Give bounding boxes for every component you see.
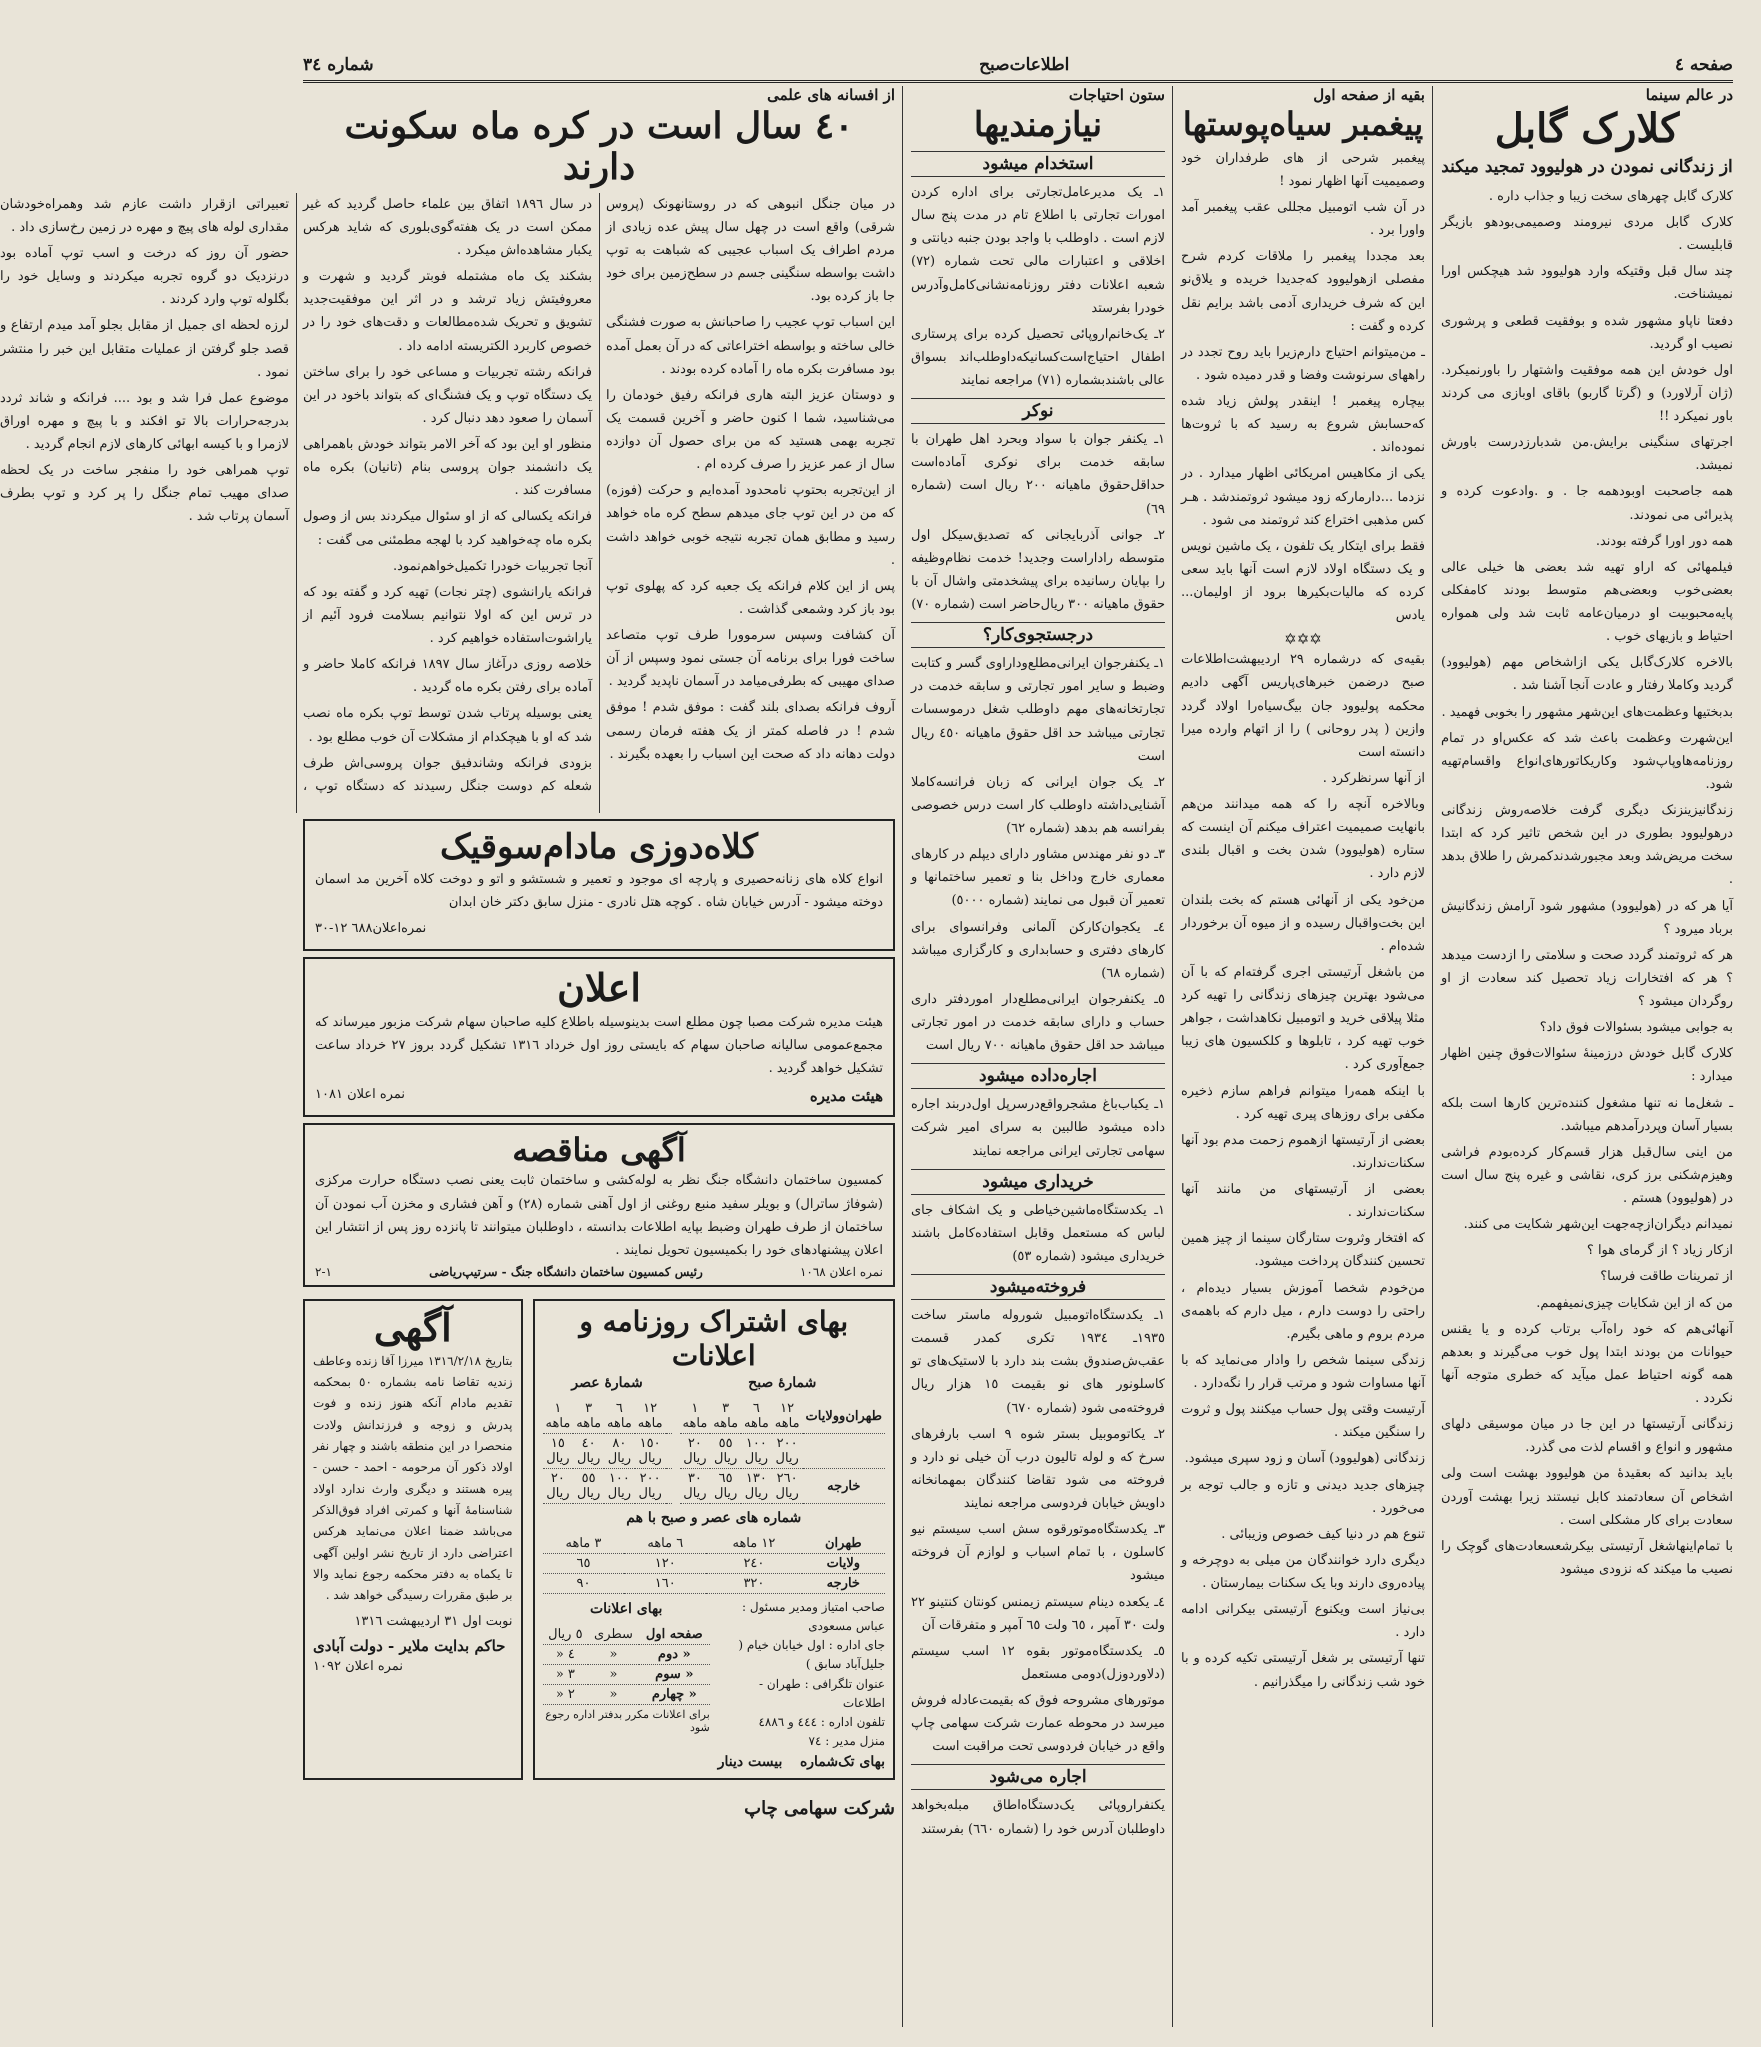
rate-cell: ١٣٠ ریال xyxy=(741,1469,772,1504)
paragraph: زندگانی آرتیستها در این جا در میان موسیقی دلهای مشهور و انواع و اقسام لذت می گذرد. xyxy=(1441,1417,1733,1456)
paragraph: بی‌نیاز است ویکنوع آرتیستی بیکرانی ادامه دارد . xyxy=(1181,1602,1425,1641)
rate-cell: ٦ ماهه xyxy=(624,1534,706,1554)
rate-cell: « xyxy=(588,1664,639,1684)
rate-cell: ١٠٠ ریال xyxy=(604,1469,635,1504)
classified-item: ١ـ یکدستگاه‌ماشین‌خیاطی و یک اشکاف جای لباس که مستعمل وقابل استفاده‌کامل باشند خریداری میشود (شماره ٥٣) xyxy=(911,1202,1165,1264)
rate-cell: ١٢ ماهه xyxy=(635,1399,666,1434)
rate-row-label: ولایات xyxy=(802,1553,885,1573)
rate-cell: « xyxy=(588,1684,639,1704)
paragraph: فرانکه رشته تجربیات و مساعی خود را برای ساختن یک دستگاه توپ و یک فشنگ‌ای که بتواند باخود در این آسمان را صعود دهد دنبال کرد . xyxy=(303,364,592,426)
cinema-kicker: در عالم سینما xyxy=(1645,86,1733,104)
paragraph: تنوع هم در دنیا کیف خصوص وزیبائی . xyxy=(1221,1526,1425,1542)
classified-section-title: درجستجوی‌کار؟ xyxy=(911,622,1165,648)
rate-cell: ٢٠ ریال xyxy=(543,1469,574,1504)
paragraph: بقیه‌ی که درشماره ٢٩ اردیبهشت‌اطلاعات صبح درضمن خبرهای‌پاریس آگهی دادیم محکمه پولیوود جان بیگ‌سیاه‌را اولاد گردد وازین ( پدر روحانی ) را از اتهام وارده میرا دانسته است xyxy=(1181,652,1425,760)
classified-section-title: خریداری میشود xyxy=(911,1169,1165,1195)
paragraph: توپ همراهی خود را منفجر ساخت در یک لحظه صدای مهیب تمام جنگل را پر کرد و توپ بطرف آسمان پرتاب شد . xyxy=(0,463,289,525)
rate-cell: ٦ ماهه xyxy=(604,1399,635,1434)
paragraph: چند سال قبل وقتیکه وارد هولیوود شد هیچکس اورا نمیشناخت. xyxy=(1441,264,1733,303)
rate-row xyxy=(543,1573,885,1593)
morning-title: شمارهٔ صبح xyxy=(748,1375,817,1392)
rate-row-label xyxy=(803,1434,885,1469)
rate-cell: ٨٠ ریال xyxy=(604,1434,635,1469)
rate-cell: « xyxy=(588,1644,639,1664)
classifieds-body xyxy=(911,151,1165,1841)
page-number: صفحه ٤ xyxy=(1674,55,1733,75)
paragraph: با اینکه همه‌را میتوانم فراهم سازم ذخیره مکفی برای روزهای پیری تهیه کرد . xyxy=(1181,1083,1425,1122)
classified-item: ٢ـ یک جوان ایرانی که زبان فرانسه‌کاملا آشنایی‌داشته داوطلب کار است درس خصوصی بفرانسه هم بدهد (شماره ٦٢) xyxy=(911,774,1165,837)
classifieds-kicker: ستون احتیاجات xyxy=(1068,86,1165,104)
classified-item: ٤ـ یکجوان‌کارکن آلمانی وفرانسوای برای کارهای دفتری و حسابداری و کارگزاری میباشد (شماره ٦٨) xyxy=(911,919,1165,981)
rate-cell: ١٢٠ xyxy=(624,1553,706,1573)
rate-row xyxy=(543,1434,672,1469)
rate-cell: ٣ ماهه xyxy=(710,1399,741,1434)
bottom-row xyxy=(303,1293,895,1786)
rate-cell: ٥٥ ریال xyxy=(573,1469,604,1504)
paragraph: من که از این شکایات چیزی‌نمیفهمم. xyxy=(1536,1295,1733,1311)
paragraph: در میان جنگل انبوهی که در روستانهونک (پروس شرقی) واقع است در چهل سال پیش عده زیادی از مردم اطراف یک اسباب عجیبی که شباهت به توپ داشت بواسطه سنگینی جسم در سطح‌زمین برای خود جا باز کرده بود. xyxy=(606,196,895,305)
rate-row-label: طهران‌وولایات xyxy=(803,1399,885,1434)
page-header xyxy=(303,50,1733,83)
rate-row xyxy=(543,1553,885,1573)
announcement-box xyxy=(303,957,895,1117)
paragraph: خلاصه روزی درآغاز سال ١٨٩٧ فرانکه کاملا حاضر و آماده برای رفتن بکره ماه گردید . xyxy=(303,657,593,696)
tender-box xyxy=(303,1123,895,1287)
single-price-label: بهای تک‌شماره xyxy=(799,1754,885,1771)
rate-row xyxy=(543,1399,672,1434)
cinema-subhead: از زندگانی نمودن در هولیوود تمجید میکند xyxy=(1441,157,1733,177)
paragraph: و دوستان عزیز البته هاری فرانکه رفیق خودمان را می‌شناسید، شما ا کنون حاضر و آخرین قسمت یک تجربه بهمی هستید که من برای حصول آن دوازده سال از عمر عزیز را صرف کرده ام . xyxy=(606,387,895,473)
newspaper-page xyxy=(0,50,1733,2035)
classifieds-column xyxy=(911,86,1165,2016)
rate-cell: ٣ ماهه xyxy=(573,1399,604,1434)
rate-row-label: « چهارم xyxy=(639,1684,710,1704)
paragraph: در آن شب اتومبیل مجللی عقب پیغمبر آمد واورا برد . xyxy=(1181,200,1425,239)
paragraph: وبالاخره آنچه را که همه میدانند من‌هم بانهایت صمیمیت اعتراف میکنم آن اینست که ستاره (هولیوود) شدن بخت و اقبال بلندی لازم دارد . xyxy=(1181,797,1425,882)
rate-row-label: خارجه xyxy=(803,1469,885,1504)
paragraph: ـ من‌میتوانم احتیاج دارم‌زیرا باید روح تجدد در راههای سرنوشت وفضا و قدر دمیده شود . xyxy=(1181,344,1425,383)
paragraph: یکی از مکاهیس امریکائی اظهار میدارد . در نزدما ...دارمارکه زود میشود ثروتمندشد . هـر کس مذهبی اختراع کند ثروتمند می شود . xyxy=(1181,466,1425,528)
prophet-headline: پیغمبر سیاه‌پوستها xyxy=(1182,105,1424,143)
subscription-headline: بهای اشتراک روزنامه و اعلانات xyxy=(579,1304,849,1372)
rate-row-label: خارجه xyxy=(802,1573,885,1593)
classified-item: ٣ـ یکدستگاه‌موتور‌قوه سش اسب سیستم نیو کاسلون ، با تمام اسباب و لوازم آن فروخته میشود xyxy=(911,1522,1165,1584)
hat-shop-ref: نمره‌اعلان٦٨٨ ١٢-٣٠ xyxy=(315,920,427,936)
paragraph: آن کشافت وسپس سرموورا طرف توپ متصاعد ساخت فورا برای برنامه آن جستی نمود وسپس از آن صدای مهیبی که بطرفی‌میامد در آسمان ناپدید گردید . xyxy=(606,628,895,690)
paragraph: بعضی از آرتیستهای من مانند آنها سکنات‌ندارند . xyxy=(1181,1182,1425,1221)
rate-row xyxy=(680,1469,885,1504)
court-notice-headline: آگهی xyxy=(373,1304,452,1350)
rate-cell: ٣ ماهه xyxy=(543,1534,625,1554)
cinema-article xyxy=(1441,86,1733,2016)
masthead-name: اطلاعات‌صبح xyxy=(979,55,1070,75)
classified-section-title: نوکر xyxy=(911,398,1165,424)
tender-signature: رئیس کمسیون ساختمان دانشگاه جنگ - سرتیپ‌ریاضی xyxy=(429,1264,703,1279)
paragraph: بزودی فرانکه وشاندفیق جوان پروسی‌اش طرف شعله کم دوست جنگل رسیدند که دستگاه توپ ، تعبیراتی ازقرار داشت عازم شد وهمراه‌خودشان مقداری لوله های پیچ و مهره در زمین رخ‌سازی داد . xyxy=(0,196,592,794)
classified-item: ٢ـ یک‌خانم‌اروپائی تحصیل کرده برای پرستاری اطفال احتیاج‌است‌کسانیکه‌داوطلب‌اند بسواق عالی باشندبشماره (٧١) مراجعه نمایند xyxy=(911,326,1165,389)
ad-rates-title: بهای اعلانات xyxy=(589,1600,663,1617)
rate-cell: سطری xyxy=(588,1625,639,1645)
paragraph: کلارک گابل خودش درزمینهٔ سئوالات‌فوق چنین اظهار میدارد : xyxy=(1441,1046,1733,1085)
tender-ref: نمره اعلان ١٠٦٨ xyxy=(799,1264,883,1279)
rate-cell: ٦ ماهه xyxy=(741,1399,772,1434)
rate-cell: ١٥ ریال xyxy=(543,1434,574,1469)
paragraph: آنجا تجربیات خودرا تکمیل‌خواهم‌نمود. xyxy=(392,558,592,574)
rate-row xyxy=(680,1434,885,1469)
paragraph: همه جاصحبت اوبودهمه جا . و .وادعوت کرده و پذیرائی می نمودند. xyxy=(1441,484,1733,523)
column-rule xyxy=(902,86,903,2027)
tender-headline: آگهی مناقصه xyxy=(512,1131,686,1170)
rate-cell: ١ ماهه xyxy=(680,1399,711,1434)
paragraph: من‌خودم شخصا آموزش بسیار دیده‌ام ، راحتی را دوست دارم ، میل دارم که باهمه‌ی مردم بروم و ماهی بگیرم. xyxy=(1181,1280,1425,1342)
rate-cell: ٢٦٠ ریال xyxy=(772,1469,803,1504)
rate-cell: ١ ماهه xyxy=(543,1399,574,1434)
paragraph: هر که ثروتمند گردد صحت و سلامتی را ازدست میدهد ؟ هر که افتخارات زیاد تحصیل کند سعادت از او روگردان میشود ؟ xyxy=(1441,947,1733,1010)
paragraph: فقط برای ایتکار یک تلفون ، یک ماشین نویس و یک دستگاه اولاد لازم است آنها باید سعی کرده که مالیات‌بکیرها برود از اولیمان... یادس xyxy=(1181,538,1425,624)
classified-item: ٥ـ یکنفرجوان ایرانی‌مطلع‌دار اموردفتر داری حساب و دارای سابقه خدمت در امور تجارتی میباشد حد اقل حقوق ماهیانه ٧٠٠ ریال است xyxy=(911,991,1165,1054)
evening-title: شمارهٔ عصر xyxy=(571,1375,643,1392)
rate-cell: ١٥٠ ریال xyxy=(635,1434,666,1469)
paragraph: با تمام‌اینهاشغل آرتیستی بیکرشعسعادت‌های گوچک را نصیب ما میکند که نزودی میشود xyxy=(1441,1538,1733,1577)
classified-item: موتورهای مشروحه فوق که بقیمت‌عادله فروش میرسد در محوطه عمارت شرکت سهامی چاپ واقع در خیابان فردوسی تحت مراقبت است xyxy=(911,1693,1165,1755)
classifieds-headline: نیازمندیها xyxy=(973,105,1103,145)
combined-rates-table xyxy=(543,1534,885,1594)
hat-shop-ad xyxy=(303,819,895,951)
tender-text: کمسیون ساختمان دانشگاه جنگ نظر به لوله‌کشی و ساختمان ثابت یعنی نصب دستگاه حرارت مرکزی (شوفاژ ساترال) و بویلر سفید منبع روغنی از اول آهنی شماره (٢٨) و آهن فشاری و مخزن آب نمودن آن ساختمان از طرف طهران وضبط بپایه اطلاعات بدانسته ، داوطلبان میتوانند تا پانزده روز پس از انتشار این اعلان پیشنهادهای خود را بکمیسیون تحویل نمایند . xyxy=(315,1173,884,1258)
subscription-box xyxy=(533,1299,895,1780)
paragraph: باید بدانید که بعقیدهٔ من هولیوود بهشت است ولی اشخاص آن سعادتمند کابل نیستند زیرا بهشت آوردن سعادت برای کار مشکلی است . xyxy=(1441,1466,1733,1528)
left-block xyxy=(0,86,895,2016)
rate-row xyxy=(543,1625,710,1645)
rate-cell: ٥ ریال xyxy=(543,1625,589,1645)
morning-rates-table xyxy=(680,1399,885,1504)
classified-item: ٤ـ یکعده دینام سیستم زیمنس کونتان کنتینو ٢٢ ولت ٣٠ آمپر ، ٦٥ ولت ٦٥ آمپر و متفرقات آن xyxy=(911,1594,1165,1633)
rate-row-label xyxy=(666,1434,672,1469)
legend-kicker: از افسانه های علمی xyxy=(767,86,895,104)
paragraph: زندگانیزینزنک دیگری گرفت خلاصه‌روش زندگانی درهولیوود بطوری در این شخص تاثیر کرد که ابتدا سخت مریض‌شد وبعد مجبورشدندکمرش را طلاق بدهد . xyxy=(1441,803,1733,888)
prophet-kicker: بقیه از صفحه اول xyxy=(1313,86,1425,104)
rate-row-label: صفحه اول xyxy=(639,1625,710,1645)
court-notice-signature: حاکم بدایت ملایر - دولت آبادی xyxy=(313,1636,506,1655)
tender-date-ref: ١-٢ xyxy=(315,1264,332,1279)
paragraph: آیا هر که در (هولیوود) مشهور شود آرامش زندگانیش برباد میرود ؟ xyxy=(1441,898,1733,937)
rate-cell: ٦٥ ریال xyxy=(710,1469,741,1504)
court-notice-date: نوبت اول ٣١ اردیبهشت ١٣١٦ xyxy=(354,1613,513,1629)
separator-stars: ✡✡✡ xyxy=(1284,630,1322,649)
paragraph: از تمرینات طاقت فرسا؟ xyxy=(1600,1269,1733,1285)
paragraph: اول خودش این همه موفقیت واشتهار را باورنمیکرد.(ژان آرلاورد) و (گرتا گاربو) باقای اوبازی می کردند باور نمیکرد !! xyxy=(1441,362,1733,425)
paragraph: همه دور اورا گرفته بودند. xyxy=(1595,533,1733,549)
rate-cell: ٢٠٠ ریال xyxy=(635,1469,666,1504)
paragraph: پیغمبر شرحی از های طرفداران خود وصمیمیت آنها اظهار نمود ! xyxy=(1181,150,1425,189)
court-notice-text: بتاریخ ١٣١٦/٢/١٨ میرزا آقا زنده وعاطف زندیه تقاضا نامه بشماره ٥٠ بمحکمه تقدیم مادام آنکه هنوز زنده و فوت پدرش و زوجه و فرزندانش ولادت منحصرا در این منطقه باشند و چهار نفر اولاد ذکور آن مرحومه - احمد - حسن - پیره هستند و دیگری وارث ندارد اولاد شناسنامهٔ آنها و کمرتی افراد فوق‌الذکر می‌باشد ضمنا اعلان می‌نماید هرکس اعتراضی دارد از تاریخ نشر اولین آگهی تا یکماه به دفتر محکمه رجوع نماید والا بر طبق مقررات رسیدگی خواهد شد . xyxy=(313,1353,513,1603)
rate-row xyxy=(543,1664,710,1684)
paragraph: زندگی سینما شخص را وادار می‌نماید که با آنها مساوات شود و مرتب قرار را نگه‌دارد . xyxy=(1181,1352,1425,1392)
rate-cell: ٣٠ ریال xyxy=(680,1469,711,1504)
rate-cell: ٩٠ xyxy=(543,1573,625,1593)
classified-item: ١ـ یکدستگاه‌اتومبیل شوروله ماستر ساخت ١٩٣٥ـ ١٩٣٤ تکری کمدر قسمت عقب‌ش‌صندوق بشت بند دارد با لاستیک‌های تو کاسلونور های نو بقیمت ١٥ هزار ریال فروخته‌می شود (شماره ٦٧٠) xyxy=(911,1308,1165,1416)
phone-line: تلفون اداره : ٤٤٤ و ٤٨٨٦ xyxy=(758,1715,885,1730)
paragraph: در سال ١٨٩٦ اتفاق بین علماء حاصل گردید که غیر ممکن است در یک هفته‌گوی‌بلوری که شاید هرکس یکبار مشاهده‌اش میکرد . xyxy=(303,196,592,259)
owner-line: صاحب امتیاز ومدیر مسئول : عباس مسعودی xyxy=(742,1599,885,1634)
paragraph: فرانکه یکسالی که از او سئوال میکردند بس از وصول بکره ماه چه‌خواهید کرد با لهجه مطمئنی می گفت : xyxy=(303,509,592,548)
rate-cell: ٢٠ ریال xyxy=(680,1434,711,1469)
prophet-body xyxy=(1181,147,1425,1694)
paragraph: یعنی بوسیله پرتاب شدن توسط توپ بکره ماه نصب شد که او با هیچکدام از مشکلات آن خوب مطلع بود . xyxy=(303,706,592,745)
paragraph: بالاخره کلارک‌گابل یکی ازاشخاص مهم (هولیوود) گردید وکاملا رفتار و عادت آنجا آشنا شد . xyxy=(1441,655,1733,694)
column-rule xyxy=(1172,86,1173,2027)
paragraph: اجرتهای سنگینی برایش.من شدبارزدرست باورش نمیشد. xyxy=(1441,435,1733,474)
classified-item: ٢ـ جوانی آذربایجانی که تصدیق‌سیکل اول متوسطه راداراست وجدید! خدمت نظام‌وظیفه را بپایان رسانیده برای پیشخدمتی واشال آن با حقوق ماهیانه ٣٠٠ ریال‌حاضر است (شماره ٧٠) xyxy=(911,527,1165,613)
rate-row xyxy=(543,1684,710,1704)
rate-cell: ٢٠٠ ریال xyxy=(772,1434,803,1469)
rate-cell: ١٠٠ ریال xyxy=(741,1434,772,1469)
paragraph: بعضی از آرتیستها ازهموم زحمت مدم بود آنها سکنات‌ندارند. xyxy=(1181,1132,1425,1171)
rate-cell: ٤٠ ریال xyxy=(573,1434,604,1469)
classified-item: ٢ـ یکاتوموبیل بستر شوه ٩ اسب بارفرهای سرخ که و لوله تالیون درب آن خیلی نو دارد و فروخته می شود تقاضا کنندگان بمهمانخانه داویش خیابان فردوسی مراجعه نمایند xyxy=(911,1426,1165,1512)
paragraph: دیگری دارد خوانندگان من میلی به دوچرخه و پیاده‌روی دارند وبا یک سکنات بیمارستان . xyxy=(1181,1552,1425,1592)
rate-cell: ٢٤٠ xyxy=(706,1553,801,1573)
rate-cell: ٤ « xyxy=(543,1644,589,1664)
paragraph: بعد مجددا پیغمبر را ملاقات کردم شرح مفصلی ازهولیوود که‌جدیدا خریده و یلاق‌نو این که شرف خریداری آدمی باشد برایم نقل کرده و گفت : xyxy=(1181,249,1425,334)
classified-section-title: اجاره می‌شود xyxy=(911,1764,1165,1790)
paragraph: آرتیست وقتی پول حساب میکنند پول و ثروت را سنگین میکند . xyxy=(1181,1402,1425,1441)
court-notice-ref: نمره اعلان ١٠٩٢ xyxy=(313,1658,403,1674)
telegraph-line: عنوان تلگرافی : طهران - اطلاعات xyxy=(759,1676,885,1710)
paragraph: من باشغل آرتیستی اجری گرفته‌ام که با آن می‌شود بهترین چیزهای زندگانی را تهیه کرد مثلا پیلاقی خرید و اتومبیل نکاهداشت ، جواهر خوب تهیه کرد ، تابلوها و کلکسیون های زیبا جمع‌آوری کرد . xyxy=(1181,964,1425,1073)
announcement-headline: اعلان xyxy=(557,964,641,1010)
rate-cell: ١٢ ماهه xyxy=(772,1399,803,1434)
paragraph: بشکند یک ماه مشتمله فوبتر گردید و شهرت و معروفیتش زیاد ترشد و در اثر این موفقیت‌جدید تشویق و تحریک شده‌مطالعات و دقت‌های خود را در خصوص کاربرد الکتریسته ادامه داد . xyxy=(303,269,592,354)
paragraph: که افتخار وثروت ستارگان سینما از چیز همین تحسین کنندگان پرداخت میشود. xyxy=(1181,1231,1425,1270)
paragraph: این‌شهرت وعظمت باعث شد که عکس‌او در تمام روزنامه‌هاوپاپ‌شود وکاریکاتورهای‌انواع واقسام‌تهیه شود. xyxy=(1441,730,1733,792)
rate-row xyxy=(680,1399,885,1434)
paragraph: آروف فرانکه بصدای بلند گفت : موفق شدم ! موفق شدم ! در فاصله کمتر از یک هفته فرمان رسمی دولت دهانه داد که صحت این اسباب را بعهده بگیرند . xyxy=(606,700,895,762)
paragraph: من اینی سال‌قبل هزار قسم‌کار کرده‌بودم فراشی وهیزم‌شکنی برز کری، نقاشی و غیره پنج سال است در (هولیوود) هستم . xyxy=(1441,1144,1733,1207)
paragraph: حضور آن روز که درخت و اسب توپ آماده بود درنزدیک دو گروه تجربه میکردند و وسایل خود را بگلوله توپ وارد کردند . xyxy=(0,246,289,308)
phone-line: منزل مدیر : ٧٤ xyxy=(808,1734,885,1749)
address-line: جای اداره : اول خیابان خیام ( جلیل‌آباد سابق ) xyxy=(738,1638,885,1672)
legend-headline: ٤٠ سال است در کره ماه سکونت دارند xyxy=(344,105,854,189)
classified-item: ١ـ یکنفر جوان با سواد وبحرد اهل طهران با سابقه خدمت برای نوکری آماده‌است حداقل‌حقوق ماهیانه ٢٠٠ ریال است (شماره ٦٩) xyxy=(911,432,1165,517)
paragraph: زندگانی (هولیوود) آسان و زود سپری میشود. xyxy=(1184,1451,1425,1467)
classified-item: ١ـ یک مدیرعامل‌تجارتی برای اداره کردن امورات تجارتی با اطلاع تام در مدت پنج سال لازم است . داوطلب با واجد بودن جنبه دیانتی و اخلاقی و اعتبارات مالی تحت شماره (٧٢) شعبه اعلانات دفتر روزنامه‌نشانی‌کامل‌وآدرس خودرا بفرستد xyxy=(911,185,1165,316)
ad-rates-note: برای اعلانات مکرر بدفتر اداره رجوع شود xyxy=(545,1707,710,1734)
announcement-text: هیئت مدیره شرکت مصبا چون مطلع است بدینوسیله باطلاع کلیه صاحبان سهام شرکت مزبور میرساند که مجمع‌عمومی سالیانه صاحبان سهام که بایستی روز اول خرداد ١٣١٦ تشکیل گردد بروز ٢٧ خرداد ساعت تشکیل خواهد گردید . xyxy=(315,1014,883,1076)
rate-cell: ١٢ ماهه xyxy=(706,1534,801,1554)
cinema-headline: کلارک گابل xyxy=(1494,105,1680,152)
classified-section-title: استخدام میشود xyxy=(911,151,1165,177)
paragraph: پس از این کلام فرانکه یک جعبه کرد که پهلوی توپ بود باز کرد وشمعی گذاشت . xyxy=(606,578,895,617)
paragraph: این اسباب توپ عجیب را صاحبانش به صورت فشنگی خالی ساخته و بواسطه اختراعاتی که در آن بعمل آمده بود مسافرت بکره ماه را آماده کرده بودند . xyxy=(606,315,895,377)
classified-item: ٣ـ دو نفر مهندس مشاور دارای دیپلم در کارهای معماری خارج وداخل بنا و تعمیر ساختمانها و تعمیر آن قبول می نمایند (شماره ٥٠٠٠) xyxy=(911,847,1165,909)
rate-cell: ٣ « xyxy=(543,1664,589,1684)
paragraph: من‌خود یکی از آنهائی هستم که بخت بلندان این بخت‌واقبال رسیده و از میوه آن برخوردار شده‌ام . xyxy=(1181,892,1425,954)
rate-row xyxy=(543,1644,710,1664)
paragraph: آنهائی‌هم که خود راه‌آب برتاب کرده و یا یقنس حیوانات من بودند ابتدا پول خوب می‌گیرند و بعد‌هم همه گونه احتیاط عمل میآید که خطری متوجه آنها نکردد . xyxy=(1441,1321,1733,1407)
paragraph: لرزه لحظه ای جمیل از مقابل بجلو آمد میدم ارتفاع و قصد جلو گرفتن از عملیات متقابل این خبر را منتشر نمود . xyxy=(0,318,289,380)
cinema-body xyxy=(1441,185,1733,1581)
rate-cell: ١٦٠ xyxy=(624,1573,706,1593)
rate-cell: ٢ « xyxy=(543,1684,589,1704)
paragraph: به جوابی میشود بسئوالات فوق داد؟ xyxy=(1539,1020,1733,1036)
paragraph: منظور او این بود که آخر الامر بتواند خودش باهمراهی یک دانشمند جوان پروسی بنام (تانیان) بکره ماه مسافرت کند . xyxy=(303,437,592,499)
single-price: بیست دینار xyxy=(717,1754,783,1771)
issue-number: شماره ٣٤ xyxy=(303,55,374,75)
paragraph: ازکار زیاد ؟ از گرمای هوا ؟ xyxy=(1586,1243,1733,1259)
hat-shop-text: انواع کلاه های زنانه‌حصیری و پارچه ای موجود و تعمیر و شستشو و اتو و دوخت کلاه آخرین مد اسمان دوخته میشود - آدرس خیابان شاه . کوچه هتل نادری - منزل سابق دکتر خان ابدان xyxy=(315,871,883,910)
paragraph: بدبختیها وعظمت‌های این‌شهر مشهور را بخوبی فهمید . xyxy=(1441,704,1733,720)
rate-row-label xyxy=(666,1399,672,1434)
classified-section-title: اجاره‌داده میشود xyxy=(911,1063,1165,1089)
announcement-ref: نمره اعلان ١٠٨١ xyxy=(315,1086,405,1102)
evening-rates-table xyxy=(543,1399,672,1504)
rate-cell: ٦٥ xyxy=(543,1553,625,1573)
prophet-article xyxy=(1181,86,1425,1690)
paragraph: کلارک گابل چهرهای سخت زیبا و جذاب داره . xyxy=(1488,188,1733,204)
printer-credit: شرکت سهامی چاپ xyxy=(744,1797,895,1819)
paragraph: نمیدانم دیگران‌ازچه‌جهت این‌شهر شکایت می کنند. xyxy=(1463,1217,1733,1233)
rate-row-label: « سوم xyxy=(639,1664,710,1684)
rate-cell: ٣٢٠ xyxy=(706,1573,801,1593)
rate-row-label: « دوم xyxy=(639,1644,710,1664)
paragraph: از این‌تجربه بحتوپ نامحدود آمده‌ایم و حرکت (فوزه) که من در این توپ جای میدهم سطح کره ماه خواهد رسید و مطابق همان تجربه نتیجه خوبی خواهد داشت . xyxy=(606,483,895,568)
classified-item: ٥ـ یکدستگاه‌موتور بقوه ١٢ اسب سیستم (دلاوردوزل)دومی مستعمل xyxy=(911,1643,1165,1682)
classified-item: یکنفراروپائی یک‌دستگاه‌اطاق‌ مبله‌بخواهد داوطلبان آدرس خود را (شماره ٦٦٠) بفرستند xyxy=(911,1798,1165,1837)
hat-shop-headline: کلاه‌دوزی مادام‌سوقیک xyxy=(440,826,758,867)
legend-body xyxy=(0,193,895,813)
paragraph: فرانکه یارانشوی (چتر نجات) تهیه کرد و گفته بود که در ترس این که اولا نتوانیم بسلامت فرود آئیم از یاراشوت‌استفاده خواهیم کرد . xyxy=(303,584,592,647)
paragraph: دفعتا ناپاو مشهور شده و بوفقیت قطعی و پرشوری نصیب او گردید. xyxy=(1441,313,1733,352)
paragraph: تنها آرتیستی بر شغل آرتیستی تکیه کرده و با خود شب زندگانی را میگذرانیم . xyxy=(1181,1651,1425,1690)
rate-row-label: طهران xyxy=(802,1534,885,1554)
paragraph: ـ شغل‌ما نه تنها مشغول کننده‌ترین کارها است بلکه بسیار آسان وپردرآمدهم میباشد. xyxy=(1441,1095,1733,1134)
paragraph: بیچاره پیغمبر ! اینقدر پولش زیاد شده که‌حسابش شروع به رسید که با ثروت‌ها نموده‌اند . xyxy=(1181,394,1425,456)
paragraph: فیلمهائی که اراو تهیه شد بعضی ها خیلی عالی بعضی‌خوب وبعضی‌هم متوسط بودند کامفکلی پایه‌محبوبیت او درمیان‌عامه ثابت شد ولی همواره احتیاط و بازیهای خوب . xyxy=(1441,559,1733,645)
classified-item: ١ـ یکباب‌باغ مشجرواقع‌درسرپل اول‌دربند اجاره داده میشود طالبین به سرای امیر شرکت سهامی تجارتی ایرانی مراجعه نمایند xyxy=(911,1097,1165,1159)
classified-section-title: فروخته‌میشود xyxy=(911,1274,1165,1300)
rate-cell: ٥٥ ریال xyxy=(710,1434,741,1469)
ad-rates-table xyxy=(543,1625,710,1705)
rate-row-label xyxy=(666,1469,672,1504)
paragraph: از آنها سرنظرکرد . xyxy=(1322,770,1425,786)
court-notice-box xyxy=(303,1299,523,1780)
announcement-signature: هیئت مدیره xyxy=(809,1086,883,1105)
paragraph: کلارک گابل مردی نیرومند وصمیمی‌بودهو بازیگر قابلیست . xyxy=(1441,215,1733,254)
column-rule xyxy=(1432,86,1433,2027)
paragraph: موضوع عمل فرا شد و بود .... فرانکه و شاند ثردد بدرجه‌حرارات بالا تو افکند و با پیچ و مهره اوراق لازمرا و با کیسه ابهائی کارهای لازم انجام گردید . xyxy=(0,390,289,453)
rate-row xyxy=(543,1534,885,1554)
classified-item: ١ـ یکنفرجوان ایرانی‌مطلع‌وداراوی گسر و کتابت وضبط و سایر امور تجارتی و سابقه خدمت در تجارتخانه‌های مهم داوطلب شغل درموسسات تجارتی میباشد حد اقل حقوق ماهیانه ٤٥٠ ریال است xyxy=(911,656,1165,764)
combined-title: شماره های عصر و صبح با هم xyxy=(626,1510,802,1527)
rate-row xyxy=(543,1469,672,1504)
paragraph: چیزهای جدید دیدنی و تازه و جالب توجه بر می‌خورد . xyxy=(1181,1477,1425,1516)
